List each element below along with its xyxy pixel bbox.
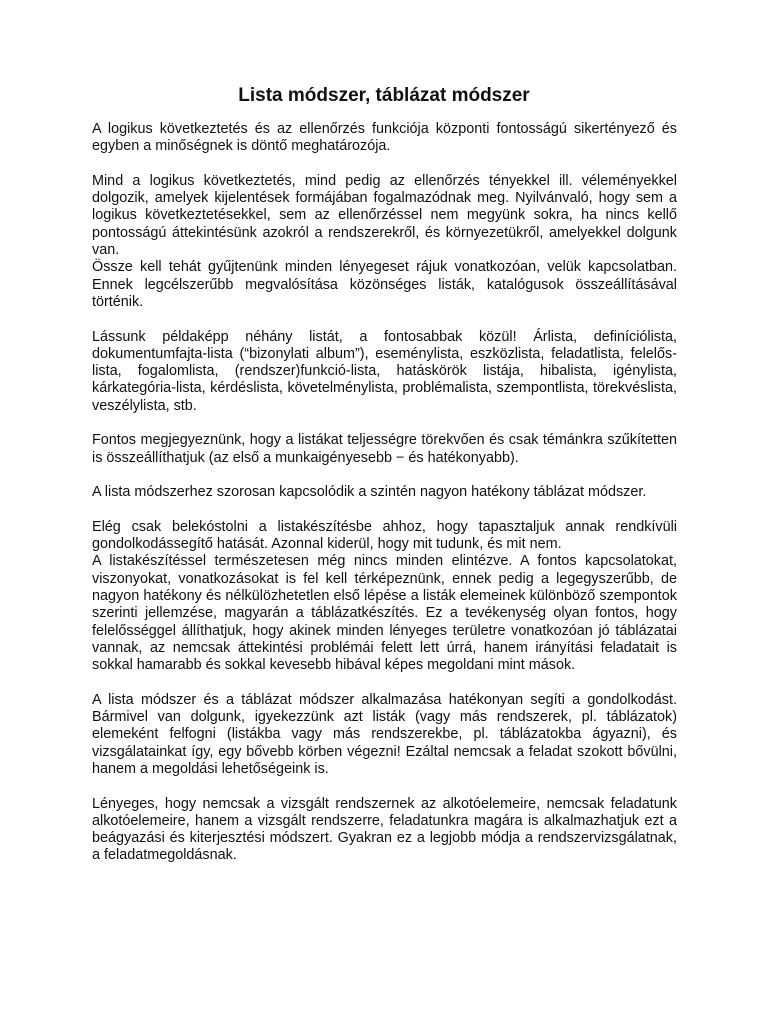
paragraph-list-examples: Lássunk példaképp néhány listát, a fontosabbak közül! Árlista, definíciólista, dokumentumfajta-lista (“bizonylati album”), eseménylista, eszközlista, feladatlista, felelős- lista, fogalomlista, (rendszer)funkció-lista, hatáskörök listája, hibalista, igénylista, kárkategória-lista, kérdéslista, követelménylista, problémalista, szempontlista, törekvéslista, veszélylista, stb. xyxy=(92,328,677,414)
paragraph-completeness-note: Fontos megjegyeznünk, hogy a listákat teljességre törekvően és csak témánkra szűkítetten is összeállíthatjuk (az első a munkaigényesebb − és hatékonyabb). xyxy=(92,432,677,466)
paragraph-table-making: A listakészítéssel természetesen még nincs minden elintézve. A fontos kapcsolatokat, viszonyokat, vonatkozásokat is fel kell térképeznünk, ennek pedig a legegyszerűbb, de nagyon hatékony és nélkülözhetetlen első lépése a listák elemeinek különböző szempontok szerinti jellemzése, magyarán a táblázatkészítés. Ez a tevékenység olyan fontos, hogy felelősséggel állíthatjuk, hogy akinek minden lényeges területre vonatkozóan jó táblázatai vannak, az nemcsak áttekintési problémái felett lett úrrá, hanem irányítási feladatait is sokkal hamarabb és sokkal kevesebb hibával képes megoldani mint mások. xyxy=(92,553,677,674)
paragraph-method-application: A lista módszer és a táblázat módszer alkalmazása hatékonyan segíti a gondolkodást. Bármivel van dolgunk, igyekezzünk azt listák (vagy más rendszerek, pl. táblázatok) elemeként felfogni (listákba vagy más rendszerekbe, pl. táblázatokba ágyazni), és vizsgálatainkat így, egy bővebb körben végezni! Ezáltal nemcsak a feladat szokott bővülni, hanem a megoldási lehetőségeink is. xyxy=(92,691,677,777)
page-title: Lista módszer, táblázat módszer xyxy=(238,85,530,106)
paragraph-list-making-effect: Elég csak belekóstolni a listakészítésbe ahhoz, hogy tapasztaljuk annak rendkívüli gondolkodássegítő hatását. Azonnal kiderül, hogy mit tudunk, és mit nem. xyxy=(92,518,677,553)
paragraph-intro: A logikus következtetés és az ellenőrzés funkciója központi fontosságú sikertényező és egyben a minőségnek is döntő meghatározója. xyxy=(92,121,677,155)
document-body xyxy=(92,121,677,882)
paragraph-table-method: A lista módszerhez szorosan kapcsolódik a szintén nagyon hatékony táblázat módszer. xyxy=(92,484,647,501)
paragraph-embedding-method: Lényeges, hogy nemcsak a vizsgált rendszernek az alkotóelemeire, nemcsak feladatunk alkotóelemeire, hanem a vizsgált rendszerre, feladatunkra magára is alkalmazhatjuk ezt a beágyazási és kiterjesztési módszert. Gyakran ez a legjobb módja a rendszervizsgálatnak, a feladatmegoldásnak. xyxy=(92,795,677,864)
paragraph-logic-and-control: Mind a logikus következtetés, mind pedig az ellenőrzés tényekkel ill. véleményekkel dolgozik, amelyek kijelentések formájában fogalmazódnak meg. Nyilvánvaló, hogy sem a logikus következtetésekkel, sem az ellenőrzéssel nem megyünk sokra, ha nincs kellő pontosságú áttekintésünk azokról a rendszerekről, és környezetükről, amelyekkel dolgunk van. xyxy=(92,172,677,259)
paragraph-collect-essentials: Össze kell tehát gyűjtenünk minden lényegeset rájuk vonatkozóan, velük kapcsolatban. Ennek legcélszerűbb megvalósítása közönséges listák, katalógusok összeállításával történik. xyxy=(92,259,677,310)
